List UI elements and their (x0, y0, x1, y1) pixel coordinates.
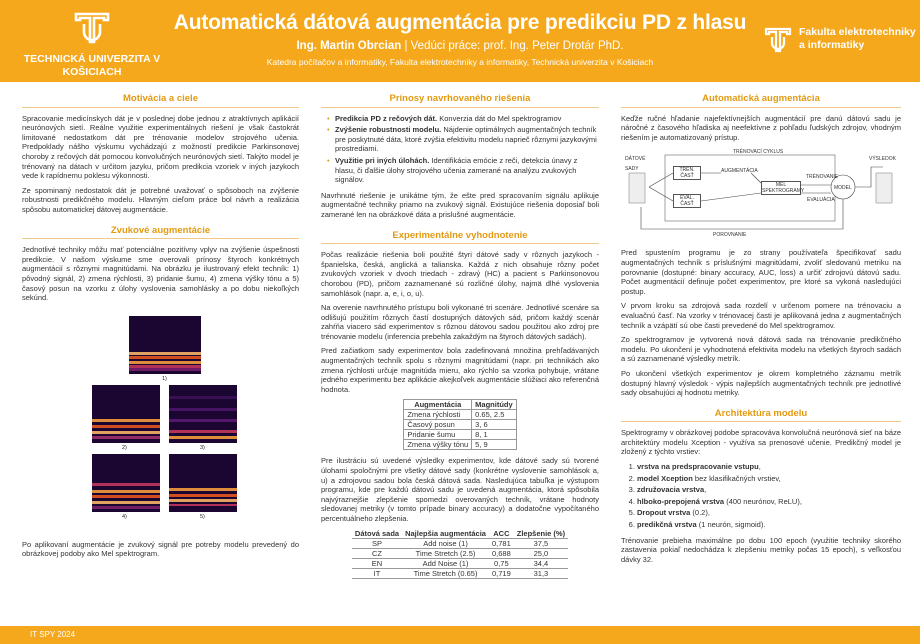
spectrogram-original (129, 316, 201, 374)
layer-item-text: (1 neurón, sigmoid). (696, 520, 766, 530)
sound-paragraph-1: Jednotlivé techniky môžu mať potenciálne pozitívny vplyv na zvýšenie úspešnosti predikcie. V našom výskume sme overovali prínosy štyroch konkrétnych augmentácií s rôznymi magnitúdami. Na obrázku je ilustrovaný efekt techník: 1) pôvodný signál, 2) zmena rýchlosti, 3) pridanie šumu, 4) zmena výšky tónu a 5) časový posun na vzorku z úlohy vyslovenia samohlásky a po dobu niekoľkých sekúnd. (22, 245, 299, 303)
layer-item (637, 497, 901, 507)
spectrogram-label-5: 5) (200, 513, 205, 520)
table-cell: Add noise (1) (402, 538, 489, 548)
benefit-item (327, 125, 599, 154)
spectrogram-band (169, 499, 237, 502)
affiliation: Katedra počítačov a informatiky, Fakulta elektrotechniky a informatiky, Technická univerzita v Košiciach (266, 57, 654, 67)
layer-item-bold: model Xception (637, 473, 693, 483)
layers-list (629, 462, 901, 530)
spectrogram-band (169, 504, 237, 507)
auto-paragraph-4: Zo spektrogramov je vytvorená nová dátová sada na trénovanie predikčného modelu. Po ukončení je vyhodnotená efektivita modelu na všetkých štyroch sadách a sú zaznamenané výsledky metrík. (621, 335, 901, 364)
column-middle (321, 88, 599, 585)
table-row (404, 440, 516, 450)
table-row (404, 430, 516, 440)
auto-paragraph-1: Keďže ručné hľadanie najefektívnejších augmentácií pre danú dátovú sadu je náročné z časového hľadiska aj neefektívne z pohľadu ľudských zdrojov, vhodným riešením je automatizovaný prístup. (621, 113, 901, 142)
spectrogram-band (92, 431, 160, 434)
table-cell: 0.65, 2.5 (472, 410, 517, 420)
layer-item-text: bez klasifikačných vrstiev, (692, 473, 781, 483)
diagram-label-model: MODEL (834, 185, 852, 192)
diagram-label-training: TRÉNOVANIE (806, 174, 839, 181)
table-cell: Zmena rýchlosti (404, 410, 472, 420)
spectrogram-shift (169, 454, 237, 512)
arch-paragraph-2: Trénovanie prebieha maximálne po dobu 100 epoch (využitie techniky skorého zastavenia pokiaľ nedochádza k zlepšeniu metriky počas 15 epoch), s veľkosťou dávky 32. (621, 535, 901, 564)
supervisor-name: | Vedúci práce: prof. Ing. Peter Drotár PhD. (404, 40, 624, 52)
table-header-cell: Zlepšenie (%) (514, 529, 568, 539)
spectrogram-pitch (92, 454, 160, 512)
benefit-item-text: Konverzia dát do Mel spektrogramov (437, 113, 562, 123)
layer-item (637, 520, 901, 530)
author-name: Ing. Martin Obrcian (296, 40, 402, 52)
layer-item-bold: vrstva na predspracovanie vstupu (637, 462, 759, 472)
table-header-cell: Dátová sada (352, 529, 402, 539)
spectrogram-speed (92, 385, 160, 443)
augmentation-magnitudes-table (403, 399, 516, 450)
footer-bar (0, 626, 920, 644)
table-cell: 37,5 (514, 538, 568, 548)
tuke-emblem-icon (72, 10, 112, 44)
layer-item (637, 474, 901, 484)
layer-item-bold: hlboko-prepojená vrstva (637, 496, 725, 506)
header-banner (0, 0, 920, 82)
spectrogram-label-2: 2) (122, 444, 127, 451)
table-cell: Time Stretch (0.65) (402, 568, 489, 578)
benefit-item-bold: Predikcia PD z rečových dát. (335, 113, 438, 123)
table-header-row (404, 400, 516, 410)
section-title-arch: Architektúra modelu (621, 403, 901, 423)
spectrogram-band (169, 436, 237, 439)
spectrogram-band (169, 396, 237, 399)
benefit-item-bold: Využitie pri iných úlohách. (335, 155, 430, 165)
layer-item-text: , (758, 462, 761, 472)
sound-paragraph-2: Po aplikovaní augmentácie je zvukový signál pre potreby modelu prevedený do obrázkovej podoby ako Mel spektrogram. (22, 539, 299, 559)
diagram-eval-part: EVAL. ČASŤ (673, 194, 701, 208)
pipeline-diagram (621, 147, 901, 242)
table-cell: EN (352, 558, 402, 568)
auto-paragraph-5: Po ukončení všetkých experimentov je okrem kompletného záznamu metrík dostupný hlavný výsledok - výpis najlepších augmentačných techník pre jednotlivé sady obsahujúci aj hodnotu metriky. (621, 368, 901, 398)
layer-item-text: (0.2), (690, 508, 710, 518)
benefit-item-text: Nájdenie optimálnych augmentačných techník pre poskytnuté dáta, ktoré zvýšia efektivitu modelu naprieč rôznymi jazykovými prostrediami. (335, 125, 597, 154)
benefit-item-bold: Zvýšenie robustnosti modelu. (335, 125, 442, 135)
column-left (22, 88, 299, 564)
table-row (352, 568, 568, 578)
auto-paragraph-2: Pred spustením programu je zo strany používateľa špecifikovať sadu augmentačných techník s príslušnými magnitúdami, zvoliť sledovanú metriku na porovnanie (dostupné: binary accuracy, AUC, loss) a určiť zdrojovú dátovú sadu. Počet augmentácií definuje počet experimentov, pre ktoré sa vykoná nasledujúci postup. (621, 248, 901, 296)
table-cell: 0,719 (489, 568, 514, 578)
table-header-row (352, 529, 568, 539)
table-header-cell: ACC (489, 529, 514, 539)
spectrogram-band (169, 494, 237, 497)
spectrogram-label-4: 4) (122, 513, 127, 520)
experiments-paragraph-4: Pre ilustráciu sú uvedené výsledky experimentov, kde dátové sady sú tvorené úlohami spoločnými pre všetky dátové sady (konkrétne vyslovenie samohlások a, u) a zdrojovou sadou bola česká dátová sada. Nasledujúca tabuľka je výstupom programu, kde pre každú dátovú sadu je uvedená augmentácia, ktorá spôsobila najvýraznejšie zlepšenie spomedzi overovaných techník, vrátane hodnoty sledovanej metriky (v tomto prípade binary accuracy) a dodatočne vypočítaného percentuálneho zlepšenia. (321, 456, 599, 523)
benefits-list (327, 114, 599, 185)
table-cell: Add Noise (1) (402, 558, 489, 568)
table-cell: 8, 1 (472, 430, 517, 440)
diagram-label-evaluation: EVALUÁCIA (807, 197, 835, 204)
experiments-paragraph-1: Počas realizácie riešenia boli použité štyri dátové sady v rôznych jazykoch - španielska, česká, anglická a talianska. Každá z nich obsahuje rôzny počet zvukových vzoriek v dvoch triedach - zdravý (HC) a pacient s Parkinsonovou chorobou (PD), pričom zaznamenané sú rozličné úlohy, najmä dlhé vyslovenia samohlások (napr. a, e, i, o, u). (321, 250, 599, 298)
section-title-benefits: Prínosy navrhovaného riešenia (321, 88, 599, 108)
table-cell: 34,4 (514, 558, 568, 568)
diagram-label-output: VÝSLEDOK (869, 156, 896, 163)
table-header-cell: Magnitúdy (472, 400, 517, 410)
layer-item (637, 485, 901, 495)
diagram-label-augmentation: AUGMENTÁCIA (721, 168, 758, 175)
spectrogram-band (129, 361, 201, 364)
table-cell: Zmena výšky tónu (404, 440, 472, 450)
section-title-sound: Zvukové augmentácie (22, 220, 299, 240)
spectrogram-band (92, 419, 160, 422)
motivation-paragraph-1: Spracovanie medicínskych dát je v poslednej dobe jednou z atraktívnych aplikácií neurónových sietí. Reálne využitie experimentálnych riešení je však častokrát limitované nedostatkom dát pre trénovanie modelov strojového učenia. Predpoklady nášho výskumu vychádzajú z možností predikcie Parkinsonovej choroby z rečových dát pomocou konvolučných neurónových sietí. Takýto model je trénovaný na dátach v určitom jazyku, pričom predikcia vzoriek v iných jazykoch vede k rapídnemu poklesu výkonnosti. (22, 113, 299, 181)
layer-item-text: (400 neurónov, ReLU), (724, 496, 802, 506)
table-cell: Časový posun (404, 420, 472, 430)
experiments-paragraph-3: Pred začiatkom sady experimentov bola zadefinovaná množina prehľadávaných augmentačných techník spolu s rôznymi magnitúdami (napr. pri technikách ako zmena rýchlosti určuje magnitúda mieru, ako rýchlo sa vzorka pohybuje, vrátane jedného experimentu bez aplikácie akejkoľvek augmentácie slúžiaci ako referenčná hodnota. (321, 346, 599, 394)
layer-item-bold: predikčná vrstva (637, 520, 697, 530)
section-title-motivation: Motivácia a ciele (22, 88, 299, 108)
table-cell: 25,0 (514, 548, 568, 558)
spectrogram-band (169, 488, 237, 491)
section-title-experiments: Experimentálne vyhodnotenie (321, 225, 599, 245)
diagram-label-cycle: TRÉNOVACÍ CYKLUS (733, 149, 784, 156)
faculty-name: Fakulta elektrotechniky a informatiky (799, 26, 916, 51)
layer-item-bold: združovacia vrstva (637, 485, 705, 495)
spectrogram-label-3: 3) (200, 444, 205, 451)
table-cell: 3, 6 (472, 420, 517, 430)
spectrogram-band (92, 501, 160, 504)
spectrogram-band (92, 436, 160, 439)
arch-paragraph-1: Spektrogramy v obrázkovej podobe spracováva konvolučná neurónová sieť na báze architektúry modelu Xception - využíva sa prenosové učenie. Predikčný model je zložený z týchto vrstiev: (621, 428, 901, 457)
results-table (352, 529, 568, 579)
spectrogram-band (129, 352, 201, 355)
table-cell: 5, 9 (472, 440, 517, 450)
spectrogram-label-1: 1) (162, 375, 167, 382)
table-cell: 31,3 (514, 568, 568, 578)
spectrogram-band (169, 408, 237, 411)
table-header-cell: Najlepšia augmentácia (402, 529, 489, 539)
benefit-item-text: Identifikácia emócie z reči, detekcia únavy z hlasu, či ďalšie úlohy strojového učenia zamerané na analýzu zvukových signálov. (335, 155, 578, 185)
spectrogram-band (92, 506, 160, 509)
table-cell: CZ (352, 548, 402, 558)
spectrogram-noise (169, 385, 237, 443)
poster-title-block (160, 10, 760, 67)
university-name: TECHNICKÁ UNIVERZITA V KOŠICIACH (23, 53, 161, 78)
spectrogram-band (169, 419, 237, 422)
diagram-mel: MEL SPEKTROGRAMY (762, 182, 805, 195)
table-cell: Pridanie šumu (404, 430, 472, 440)
layer-item-bold: Dropout vrstva (637, 508, 691, 518)
benefit-item (327, 156, 599, 185)
poster-title: Automatická dátová augmentácia pre predikciu PD z hlasu (173, 11, 747, 34)
table-cell: 0,688 (489, 548, 514, 558)
motivation-paragraph-2: Ze spominaný nedostatok dát je potrebné uvažovať o spôsoboch na zvýšenie robustnosti predikčného modelu. Hlavným cieľom práce bol návrh a realizácia spôsobu automatickej dátovej augmentácie. (22, 185, 299, 214)
layer-item (637, 508, 901, 518)
table-cell: 0,75 (489, 558, 514, 568)
table-cell: IT (352, 568, 402, 578)
table-cell: Time Stretch (2.5) (402, 548, 489, 558)
spectrogram-band (92, 495, 160, 498)
experiments-paragraph-2: Na overenie navrhnutého prístupu boli vykonané tri scenáre. Jednotlivé scenáre sa odlišujú použitím rôznych častí dostupných dátových sád, pričom každý scenár zahŕňa viacero sád experimentov s rôznou dátovou sadou použitou ako zdroj pre trénovanie modelu (inferencia prebehla zakaždým na štyroch dátových sadách). (321, 303, 599, 341)
column-right (621, 88, 901, 569)
diagram-label-datasets: DÁTOVÉ SADY (625, 156, 646, 172)
spectrogram-band (129, 356, 201, 359)
table-row (352, 538, 568, 548)
spectrogram-band (92, 490, 160, 493)
benefit-item (327, 114, 599, 124)
spectrogram-band (169, 430, 237, 433)
spectrogram-band (92, 425, 160, 428)
spectrogram-band (92, 483, 160, 486)
footer-text: IT SPY 2024 (30, 630, 76, 639)
authors-line (160, 40, 760, 52)
tuke-logo (22, 10, 162, 79)
diagram-label-comparison: POROVNANIE (713, 232, 747, 239)
table-row (404, 410, 516, 420)
fei-emblem-icon (763, 26, 793, 54)
spectrogram-band (129, 368, 201, 371)
table-cell: SP (352, 538, 402, 548)
layer-item (637, 462, 901, 472)
table-header-cell: Augmentácia (404, 400, 472, 410)
section-title-auto: Automatická augmentácia (621, 88, 901, 108)
table-row (352, 548, 568, 558)
spectrogram-figure (22, 308, 299, 540)
table-cell: 0,781 (489, 538, 514, 548)
table-row (404, 420, 516, 430)
diagram-train-part: TRÉN. ČASŤ (673, 166, 701, 180)
table-row (352, 558, 568, 568)
benefits-paragraph: Navrhnuté riešenie je unikátne tým, že ešte pred spracovaním signálu aplikuje augmentačné techniky priamo na zvukový signál. Existujúce riešenia doposiaľ boli zamerané len na obrázkové dáta a prislušné augmentácie. (321, 190, 599, 219)
layer-item-text: , (704, 485, 707, 495)
auto-paragraph-3: V prvom kroku sa zdrojová sada rozdelí v určenom pomere na trénovaciu a evaluačnú časť. Na vzorky v trénovacej časti je aplikovaná jedna z augmentačných techník a vzápätí sú obe časti prevedené do Mel spektrogramov. (621, 301, 901, 330)
